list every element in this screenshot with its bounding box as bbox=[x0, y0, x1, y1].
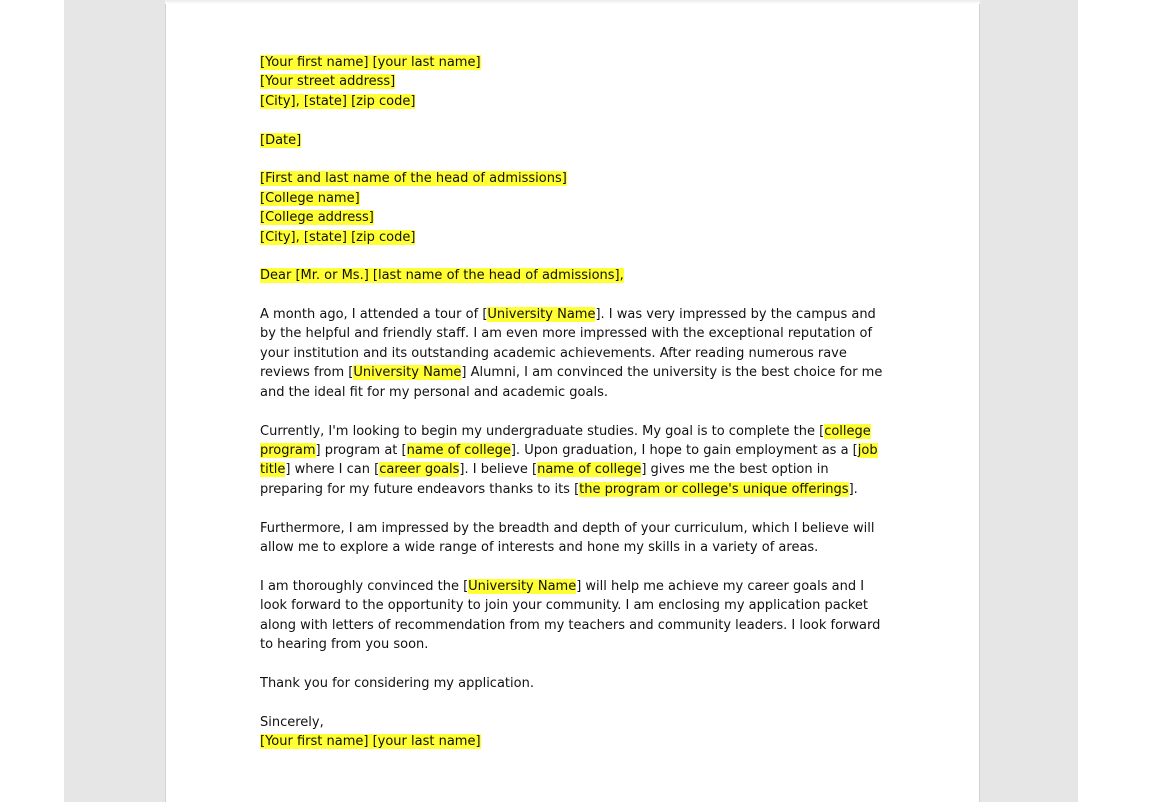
p2-text-2: ] program at [ bbox=[315, 442, 407, 458]
p2-text-1: Currently, I'm looking to begin my undergraduate studies. My goal is to complete the [ bbox=[260, 423, 825, 439]
letter-date: [Date] bbox=[260, 132, 302, 148]
p2-placeholder-job-title: job title bbox=[260, 442, 878, 478]
p4-text-1: I am thoroughly convinced the [ bbox=[260, 578, 469, 594]
salutation-block bbox=[260, 266, 886, 285]
p4-text-2: ] will help me achieve my career goals and I look forward to the opportunity to join your community. I am enclosing my application packet along with letters of recommendation from my teachers and community leaders. I look forward to hearing from you soon. bbox=[260, 578, 881, 652]
signature-name: [Your first name] [your last name] bbox=[260, 733, 481, 749]
closing-block bbox=[260, 713, 886, 752]
p2-text-6: ] gives me the best option in preparing for my future endeavors thanks to its [ bbox=[260, 462, 829, 497]
p2-placeholder-career-goals: career goals bbox=[379, 462, 460, 478]
p1-text-1: A month ago, I attended a tour of [ bbox=[260, 307, 488, 323]
paragraph-2 bbox=[260, 422, 886, 500]
p2-placeholder-unique-offerings: the program or college's unique offerings bbox=[579, 481, 849, 497]
recipient-city: [City], [state] [zip code] bbox=[260, 229, 416, 245]
p3-text: Furthermore, I am impressed by the breadth and depth of your curriculum, which I believe will allow me to explore a wide range of interests and hone my skills in a variety of areas. bbox=[260, 520, 875, 555]
paragraph-4 bbox=[260, 577, 886, 655]
letter-body[interactable] bbox=[260, 53, 886, 751]
paragraph-1 bbox=[260, 305, 886, 402]
p5-text: Thank you for considering my application. bbox=[260, 675, 534, 691]
p4-placeholder-university-name: University Name bbox=[468, 578, 577, 594]
recipient-college: [College name] bbox=[260, 190, 360, 206]
p1-text-2: ]. I was very impressed by the campus and by the helpful and friendly staff. I am even more impressed with the exceptional reputation of your institution and its outstanding academic achievements. After reading numerous rave reviews from [ bbox=[260, 307, 876, 381]
recipient-name: [First and last name of the head of admissions] bbox=[260, 171, 567, 187]
paragraph-3 bbox=[260, 519, 886, 558]
sender-city: [City], [state] [zip code] bbox=[260, 93, 416, 109]
date-block bbox=[260, 131, 886, 150]
closing: Sincerely, bbox=[260, 714, 324, 730]
p1-text-3: ] Alumni, I am convinced the university is the best choice for me and the ideal fit for my personal and academic goals. bbox=[260, 365, 883, 400]
p2-text-7: ]. bbox=[848, 481, 858, 497]
p2-text-4: ] where I can [ bbox=[285, 462, 380, 478]
p2-text-5: ]. I believe [ bbox=[459, 462, 538, 478]
p2-text-3: ]. Upon graduation, I hope to gain employment as a [ bbox=[510, 442, 858, 458]
page-top-shadow bbox=[165, 0, 980, 4]
sender-street: [Your street address] bbox=[260, 74, 396, 90]
paragraph-5 bbox=[260, 674, 886, 693]
p2-placeholder-name-of-college-2: name of college bbox=[537, 462, 642, 478]
p2-placeholder-name-of-college: name of college bbox=[406, 442, 511, 458]
recipient-address-block bbox=[260, 169, 886, 247]
sender-address-block bbox=[260, 53, 886, 111]
p2-placeholder-college-program: college program bbox=[260, 423, 871, 458]
recipient-address: [College address] bbox=[260, 210, 374, 226]
p1-placeholder-university-name: University Name bbox=[487, 307, 596, 323]
p1-placeholder-university-name-2: University Name bbox=[353, 365, 462, 381]
sender-name: [Your first name] [your last name] bbox=[260, 55, 481, 70]
salutation: Dear [Mr. or Ms.] [last name of the head of admissions], bbox=[260, 268, 624, 284]
